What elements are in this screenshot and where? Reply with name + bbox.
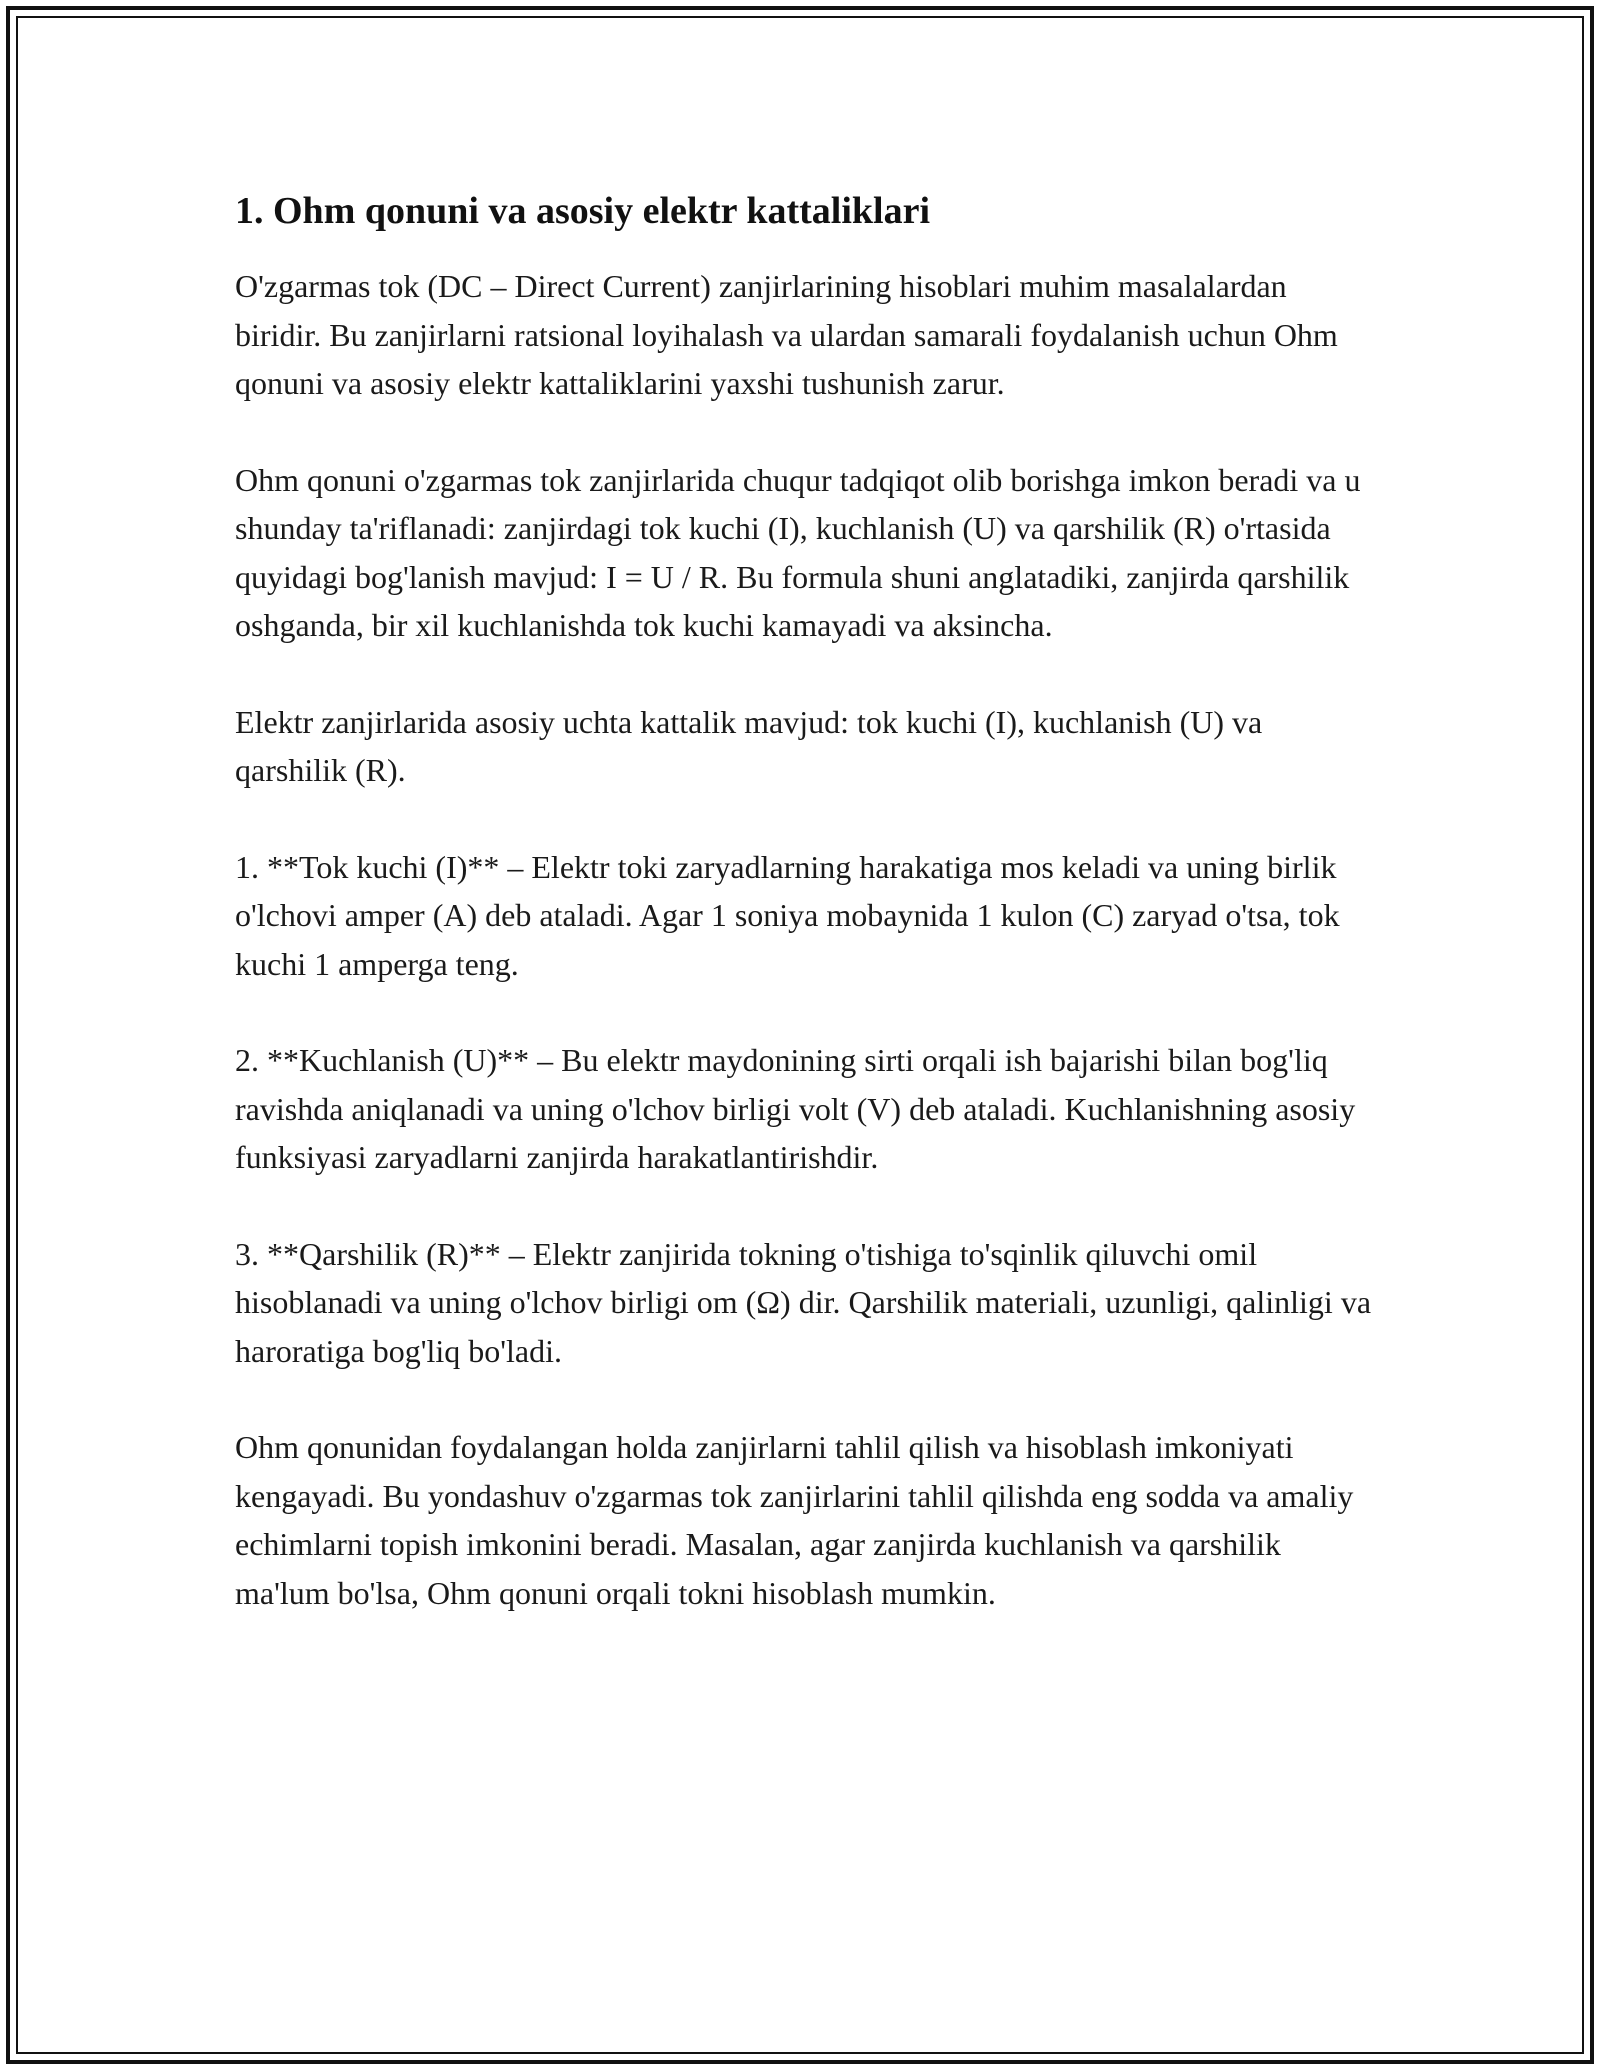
section-heading: 1. Ohm qonuni va asosiy elektr kattaliklari [235,190,931,232]
paragraph-current: 1. **Tok kuchi (I)** – Elektr toki zaryadlarning harakatiga mos keladi va uning birlik o'lchovi amper (A) deb ataladi. Agar 1 soniya mobaynida 1 kulon (C) zaryad o'tsa, tok kuchi 1 amperga teng. [235,848,1340,982]
paragraph-intro: O'zgarmas tok (DC – Direct Current) zanjirlarining hisoblari muhim masalalardan biridir. Bu zanjirlarni ratsional loyihalash va ulardan samarali foydalanish uchun Ohm qonuni va asosiy elektr kattaliklarini yaxshi tushunish zarur. [235,268,1338,401]
paragraph-quantities: Elektr zanjirlarida asosiy uchta kattalik mavjud: tok kuchi (I), kuchlanish (U) va qarshilik (R). [235,703,1263,788]
document-body [235,186,1375,1617]
paragraph-conclusion: Ohm qonunidan foydalangan holda zanjirlarni tahlil qilish va hisoblash imkoniyati kengayadi. Bu yondashuv o'zgarmas tok zanjirlarini tahlil qilishda eng sodda va amaliy echimlarni topish imkonini beradi. Masalan, agar zanjirda kuchlanish va qarshilik ma'lum bo'lsa, Ohm qonuni orqali tokni hisoblash mumkin. [235,1429,1354,1611]
paragraph-voltage: 2. **Kuchlanish (U)** – Bu elektr maydonining sirti orqali ish bajarishi bilan bog'liq ravishda aniqlanadi va uning o'lchov birligi volt (V) deb ataladi. Kuchlanishning asosiy funksiyasi zaryadlarni zanjirda harakatlantirishdir. [235,1042,1356,1175]
paragraph-ohm-law: Ohm qonuni o'zgarmas tok zanjirlarida chuqur tadqiqot olib borishga imkon beradi va u shunday ta'riflanadi: zanjirdagi tok kuchi (I), kuchlanish (U) va qarshilik (R) o'rtasida quyidagi bog'lanish mavjud: I = U / R. Bu formula shuni anglatadiki, zanjirda qarshilik oshganda, bir xil kuchlanishda tok kuchi kamayadi va aksincha. [235,461,1361,643]
paragraph-resistance: 3. **Qarshilik (R)** – Elektr zanjirida tokning o'tishiga to'sqinlik qiluvchi omil hisoblanadi va uning o'lchov birligi om (Ω) dir. Qarshilik materiali, uzunligi, qalinligi va haroratiga bog'liq bo'ladi. [235,1235,1372,1369]
